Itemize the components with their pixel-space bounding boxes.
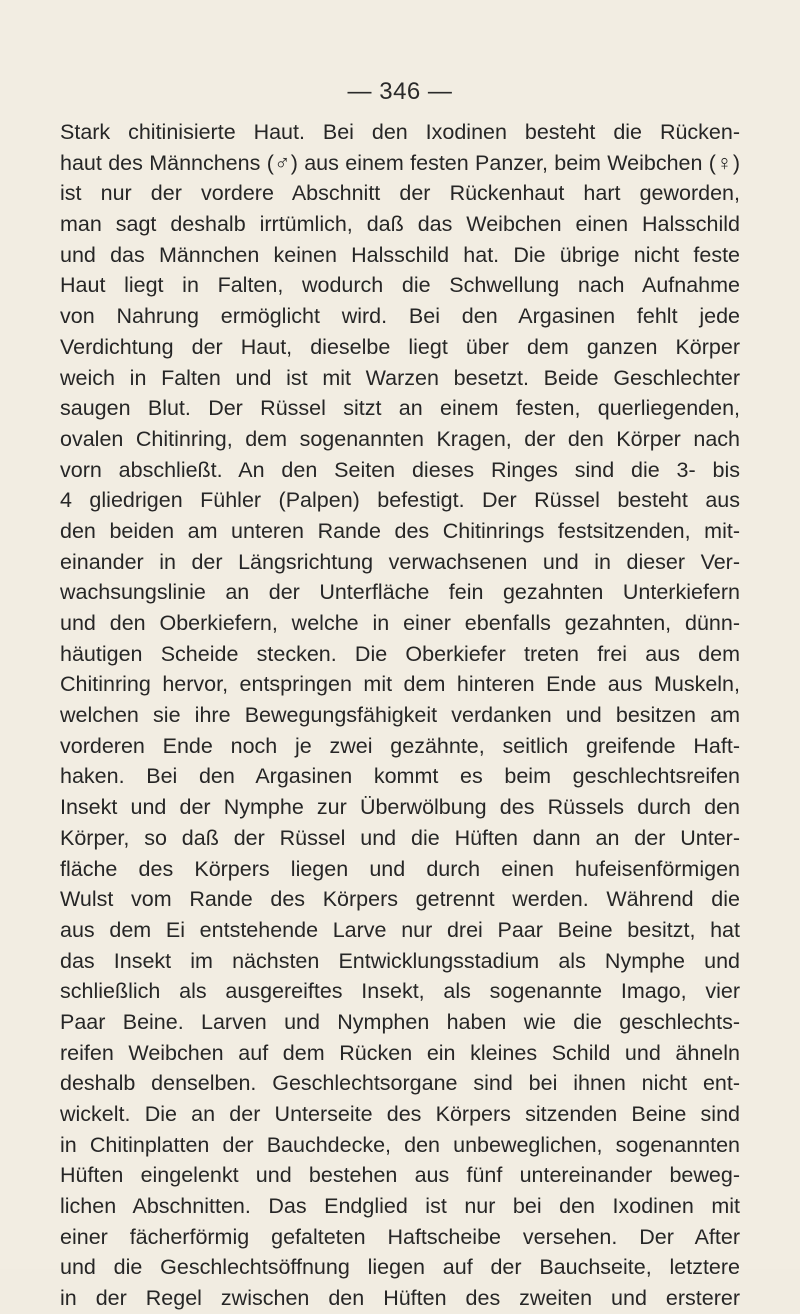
text-line: Insekt und der Nymphe zur Überwölbung des Rüssels durch den <box>60 795 740 820</box>
text-line: von Nahrung ermöglicht wird. Bei den Argasinen fehlt jede <box>60 304 740 329</box>
text-line: ovalen Chitinring, dem sogenannten Kragen, der den Körper nach <box>60 426 740 451</box>
text-line: wachsungslinie an der Unterfläche fein gezahnten Unterkiefern <box>60 580 740 605</box>
text-line: das Insekt im nächsten Entwicklungsstadium als Nymphe und <box>60 948 740 973</box>
text-line: fläche des Körpers liegen und durch einen hufeisenförmigen <box>60 856 740 881</box>
text-line: haut des Männchens (♂) aus einem festen Panzer, beim Weibchen (♀) <box>60 150 740 175</box>
text-line: einander in der Längsrichtung verwachsenen und in dieser Ver- <box>60 549 740 574</box>
text-line: Wulst vom Rande des Körpers getrennt werden. Während die <box>60 887 740 912</box>
text-line: vorn abschließt. An den Seiten dieses Ringes sind die 3- bis <box>60 457 740 482</box>
text-line: und den Oberkiefern, welche in einer ebenfalls gezahnten, dünn- <box>60 611 740 635</box>
text-line: in der Regel zwischen den Hüften des zweiten und ersterer <box>60 1286 740 1311</box>
text-line: aus dem Ei entstehende Larve nur drei Paar Beine besitzt, hat <box>60 917 740 942</box>
body-paragraph <box>60 117 740 1314</box>
text-line: vorderen Ende noch je zwei gezähnte, seitlich greifende Haft- <box>60 733 740 758</box>
text-line: Haut liegt in Falten, wodurch die Schwellung nach Aufnahme <box>60 273 740 298</box>
text-line: Hüften eingelenkt und bestehen aus fünf untereinander beweg- <box>60 1163 740 1188</box>
text-line: Paar Beine. Larven und Nymphen haben wie die geschlechts- <box>60 1009 740 1034</box>
text-line: den beiden am unteren Rande des Chitinrings festsitzenden, mit- <box>60 518 740 543</box>
text-line: einer fächerförmig gefalteten Haftscheibe versehen. Der After <box>60 1224 740 1249</box>
text-line: 4 gliedrigen Fühler (Palpen) befestigt. Der Rüssel besteht aus <box>60 488 740 513</box>
text-line: Chitinring hervor, entspringen mit dem hinteren Ende aus Muskeln, <box>60 672 740 697</box>
text-line: deshalb denselben. Geschlechtsorgane sind bei ihnen nicht ent- <box>60 1071 740 1096</box>
page-number: — 346 — <box>347 78 453 105</box>
text-line: Verdichtung der Haut, dieselbe liegt über dem ganzen Körper <box>60 334 740 359</box>
text-line: man sagt deshalb irrtümlich, daß das Weibchen einen Halsschild <box>60 212 740 237</box>
text-line: schließlich als ausgereiftes Insekt, als sogenannte Imago, vier <box>60 979 740 1004</box>
text-line: Stark chitinisierte Haut. Bei den Ixodinen besteht die Rücken- <box>60 120 740 144</box>
text-line: lichen Abschnitten. Das Endglied ist nur bei den Ixodinen mit <box>60 1194 740 1219</box>
text-line: häutigen Scheide stecken. Die Oberkiefer treten frei aus dem <box>60 641 740 666</box>
text-line: weich in Falten und ist mit Warzen besetzt. Beide Geschlechter <box>60 365 740 390</box>
text-line: reifen Weibchen auf dem Rücken ein kleines Schild und ähneln <box>60 1040 740 1065</box>
text-line: in Chitinplatten der Bauchdecke, den unbeweglichen, sogenannten <box>60 1132 740 1157</box>
text-line: saugen Blut. Der Rüssel sitzt an einem festen, querliegenden, <box>60 396 740 421</box>
text-line: Körper, so daß der Rüssel und die Hüften dann an der Unter- <box>60 825 740 850</box>
text-line: haken. Bei den Argasinen kommt es beim geschlechtsreifen <box>60 764 740 789</box>
text-line: wickelt. Die an der Unterseite des Körpers sitzenden Beine sind <box>60 1102 740 1126</box>
text-line: und die Geschlechtsöffnung liegen auf der Bauchseite, letztere <box>60 1255 740 1280</box>
text-line: ist nur der vordere Abschnitt der Rückenhaut hart geworden, <box>60 181 740 206</box>
text-line: und das Männchen keinen Halsschild hat. Die übrige nicht feste <box>60 242 740 267</box>
text-line: welchen sie ihre Bewegungsfähigkeit verdanken und besitzen am <box>60 703 740 728</box>
